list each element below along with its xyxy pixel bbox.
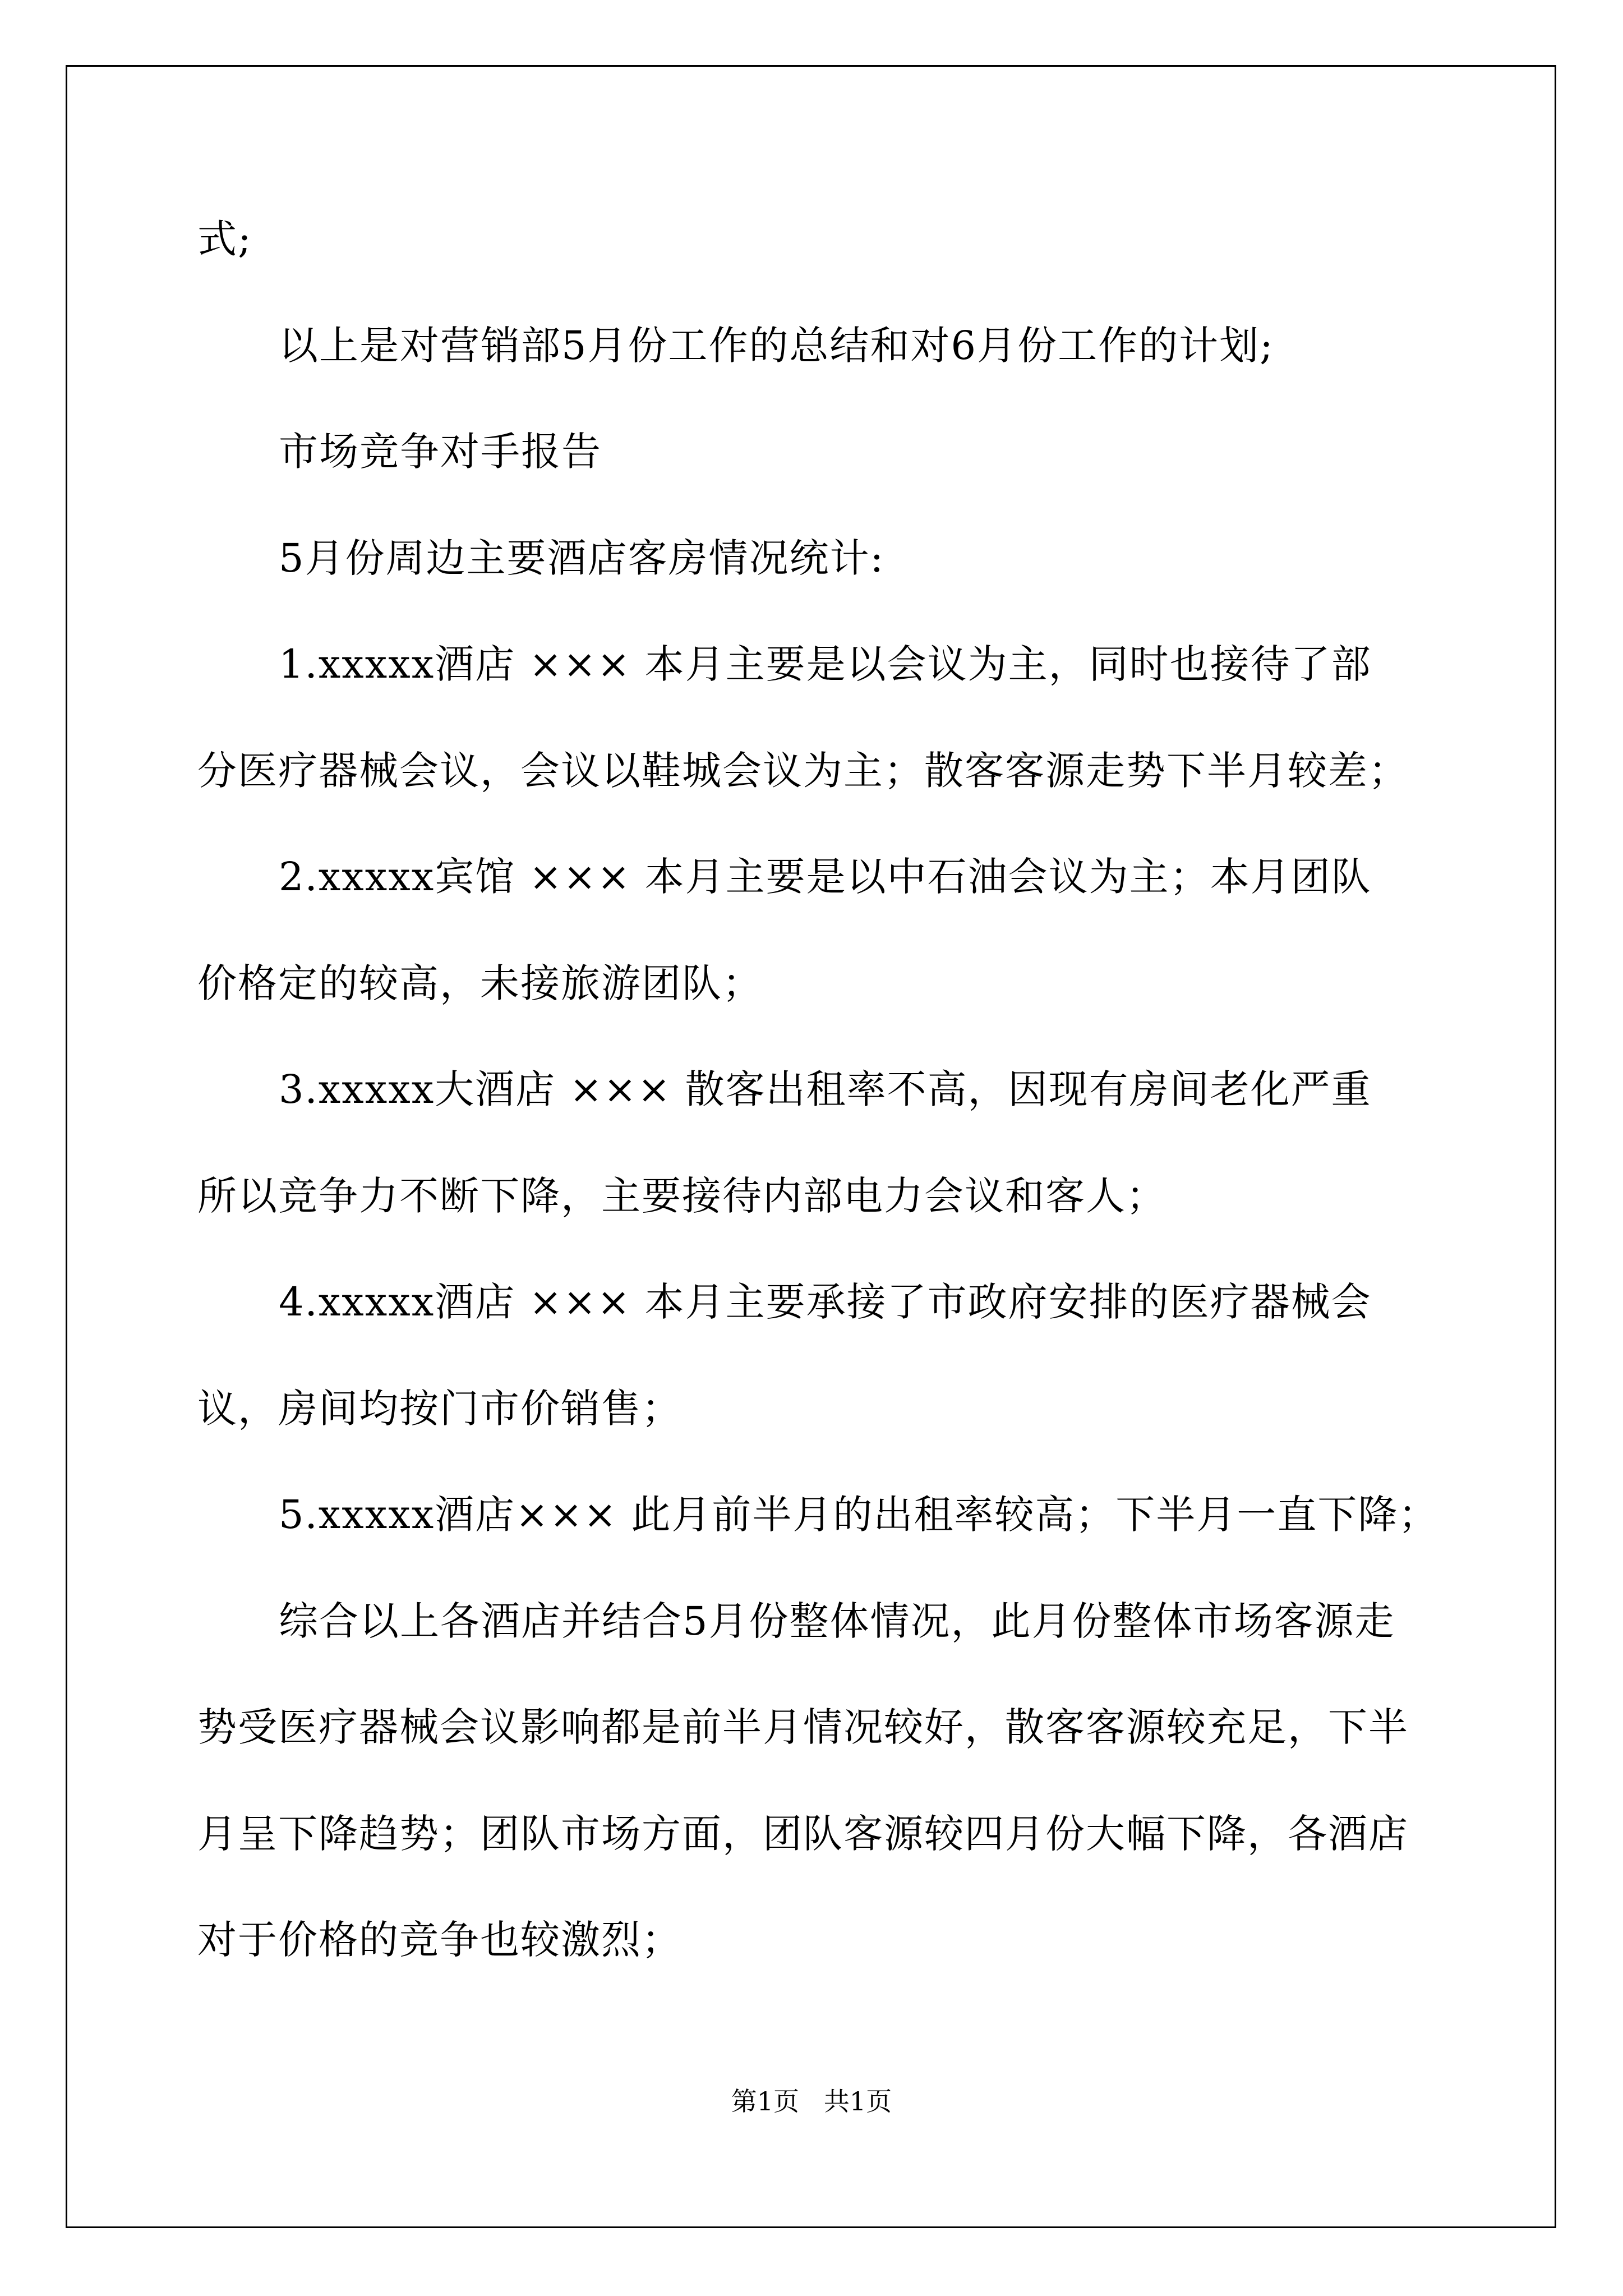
page-border	[66, 65, 1556, 2228]
text-line: 5月份周边主要酒店客房情况统计:	[279, 535, 885, 581]
text-line: 2.xxxxx宾馆 ××× 本月主要是以中石油会议为主；本月团队	[279, 854, 1372, 900]
text-line: 以上是对营销部5月份工作的总结和对6月份工作的计划;	[279, 323, 1274, 369]
text-line: 对于价格的竞争也较激烈；	[197, 1917, 682, 1963]
text-line: 月呈下降趋势；团队市场方面，团队客源较四月份大幅下降，各酒店	[197, 1811, 1409, 1857]
text-line: 4.xxxxx酒店 ××× 本月主要承接了市政府安排的医疗器械会	[279, 1279, 1372, 1325]
text-line: 市场竞争对手报告	[279, 429, 602, 475]
text-line: 所以竞争力不断下降，主要接待内部电力会议和客人；	[197, 1173, 1166, 1219]
text-line: 分医疗器械会议，会议以鞋城会议为主；散客客源走势下半月较差；	[197, 748, 1409, 794]
text-line: 势受医疗器械会议影响都是前半月情况较好，散客客源较充足，下半	[197, 1704, 1409, 1750]
page-number-footer: 第1页 共1页	[731, 2086, 892, 2116]
text-line: 3.xxxxx大酒店 ××× 散客出租率不高，因现有房间老化严重	[279, 1066, 1372, 1112]
text-line: 1.xxxxx酒店 ××× 本月主要是以会议为主，同时也接待了部	[279, 641, 1372, 687]
text-line: 价格定的较高，未接旅游团队；	[197, 960, 763, 1006]
text-line: 5.xxxxx酒店××× 此月前半月的出租率较高；下半月一直下降；	[279, 1492, 1439, 1538]
text-line: 式;	[197, 216, 252, 262]
text-line: 综合以上各酒店并结合5月份整体情况，此月份整体市场客源走	[279, 1598, 1395, 1644]
text-line: 议，房间均按门市价销售；	[197, 1386, 682, 1432]
